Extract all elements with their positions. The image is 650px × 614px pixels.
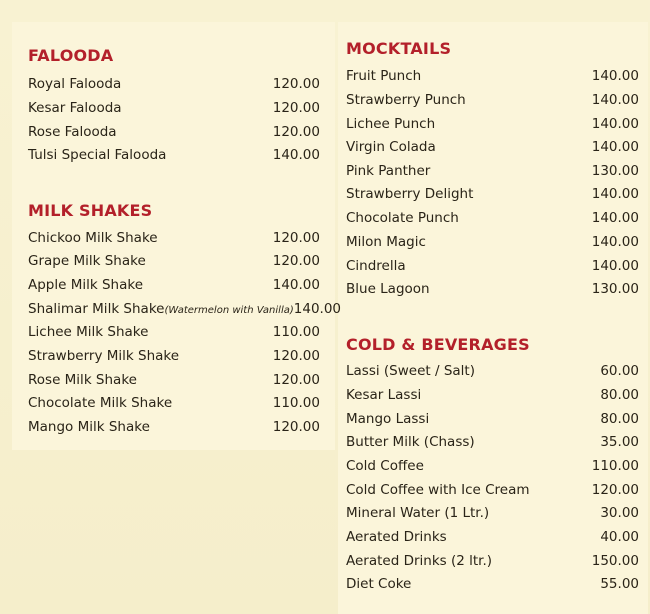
item-price: 150.00 [591,552,639,569]
menu-item [346,359,639,382]
item-name: Lassi (Sweet / Salt) [346,362,475,379]
item-name: Strawberry Punch [346,91,466,108]
menu-item [28,143,320,166]
item-price: 120.00 [591,481,639,498]
item-name: Tulsi Special Falooda [28,146,167,163]
item-price: 80.00 [600,410,639,427]
item-name: Mango Milk Shake [28,418,150,435]
item-name: Blue Lagoon [346,280,430,297]
item-name: Cindrella [346,257,406,274]
menu-item [346,572,639,595]
item-name: Kesar Lassi [346,386,422,403]
menu-item [346,230,639,253]
item-name: Aerated Drinks [346,528,447,545]
item-price: 140.00 [293,300,342,317]
section-title-cold-beverages: COLD & BEVERAGES [346,335,530,354]
item-name: Strawberry Milk Shake [28,347,180,364]
menu-item [346,112,639,135]
menu-item [346,454,639,477]
item-name [28,301,294,317]
item-name: Cold Coffee [346,457,424,474]
section-title-milk-shakes: MILK SHAKES [28,201,153,220]
item-name: Lichee Milk Shake [28,323,149,340]
menu-item [346,182,639,205]
menu-item [346,159,639,182]
menu-item [346,206,639,229]
menu-item [28,297,342,320]
menu-item [346,254,639,277]
item-price: 30.00 [600,504,639,521]
item-name: Cold Coffee with Ice Cream [346,481,530,498]
item-price: 130.00 [591,162,639,179]
menu-item [346,525,639,548]
menu-item [28,120,320,143]
item-price: 140.00 [272,276,320,293]
item-price: 110.00 [272,394,320,411]
item-name: Milon Magic [346,233,426,250]
item-price: 120.00 [272,229,320,246]
menu-item [346,549,639,572]
item-price: 110.00 [591,457,639,474]
item-name: Apple Milk Shake [28,276,144,293]
item-price: 120.00 [272,75,320,92]
item-price: 140.00 [272,146,320,163]
menu-item [346,64,639,87]
item-name: Chocolate Punch [346,209,459,226]
item-price: 140.00 [591,185,639,202]
menu-item [346,383,639,406]
item-name: Chocolate Milk Shake [28,394,173,411]
item-name: Diet Coke [346,575,412,592]
menu-item [28,72,320,95]
item-price: 120.00 [272,99,320,116]
item-name: Virgin Colada [346,138,436,155]
item-price: 110.00 [272,323,320,340]
menu-item [346,88,639,111]
item-name: Butter Milk (Chass) [346,433,475,450]
item-price: 120.00 [272,252,320,269]
item-name: Fruit Punch [346,67,422,84]
item-price: 120.00 [272,123,320,140]
item-price: 120.00 [272,347,320,364]
item-price: 140.00 [591,67,639,84]
menu-item [28,273,320,296]
menu-item [28,368,320,391]
item-price: 35.00 [600,433,639,450]
item-name: Pink Panther [346,162,431,179]
menu-item [346,407,639,430]
item-name: Rose Milk Shake [28,371,137,388]
item-price: 140.00 [591,257,639,274]
item-name-text: Shalimar Milk Shake [28,300,165,317]
item-price: 55.00 [600,575,639,592]
item-name: Rose Falooda [28,123,117,140]
section-title-falooda: FALOODA [28,46,114,65]
item-name: Mineral Water (1 Ltr.) [346,504,490,521]
item-price: 130.00 [591,280,639,297]
item-price: 140.00 [591,233,639,250]
menu-item [346,277,639,300]
menu-item [346,478,639,501]
menu-item [346,501,639,524]
menu-item [28,415,320,438]
item-price: 120.00 [272,418,320,435]
menu-item [28,226,320,249]
item-name: Mango Lassi [346,410,430,427]
menu-item [28,249,320,272]
menu-item [346,135,639,158]
item-price: 140.00 [591,209,639,226]
item-name: Chickoo Milk Shake [28,229,158,246]
menu-item [28,391,320,414]
item-price: 40.00 [600,528,639,545]
menu-item [346,430,639,453]
item-name: Kesar Falooda [28,99,122,116]
item-name: Aerated Drinks (2 ltr.) [346,552,493,569]
item-price: 140.00 [591,115,639,132]
item-note: (Watermelon with Vanilla) [164,304,294,316]
item-price: 80.00 [600,386,639,403]
item-name: Royal Falooda [28,75,122,92]
section-title-mocktails: MOCKTAILS [346,39,452,58]
item-price: 120.00 [272,371,320,388]
item-price: 60.00 [600,362,639,379]
item-name: Lichee Punch [346,115,436,132]
item-price: 140.00 [591,91,639,108]
item-price: 140.00 [591,138,639,155]
menu-item [28,96,320,119]
menu-item [28,320,320,343]
menu-item [28,344,320,367]
item-name: Strawberry Delight [346,185,474,202]
item-name: Grape Milk Shake [28,252,146,269]
